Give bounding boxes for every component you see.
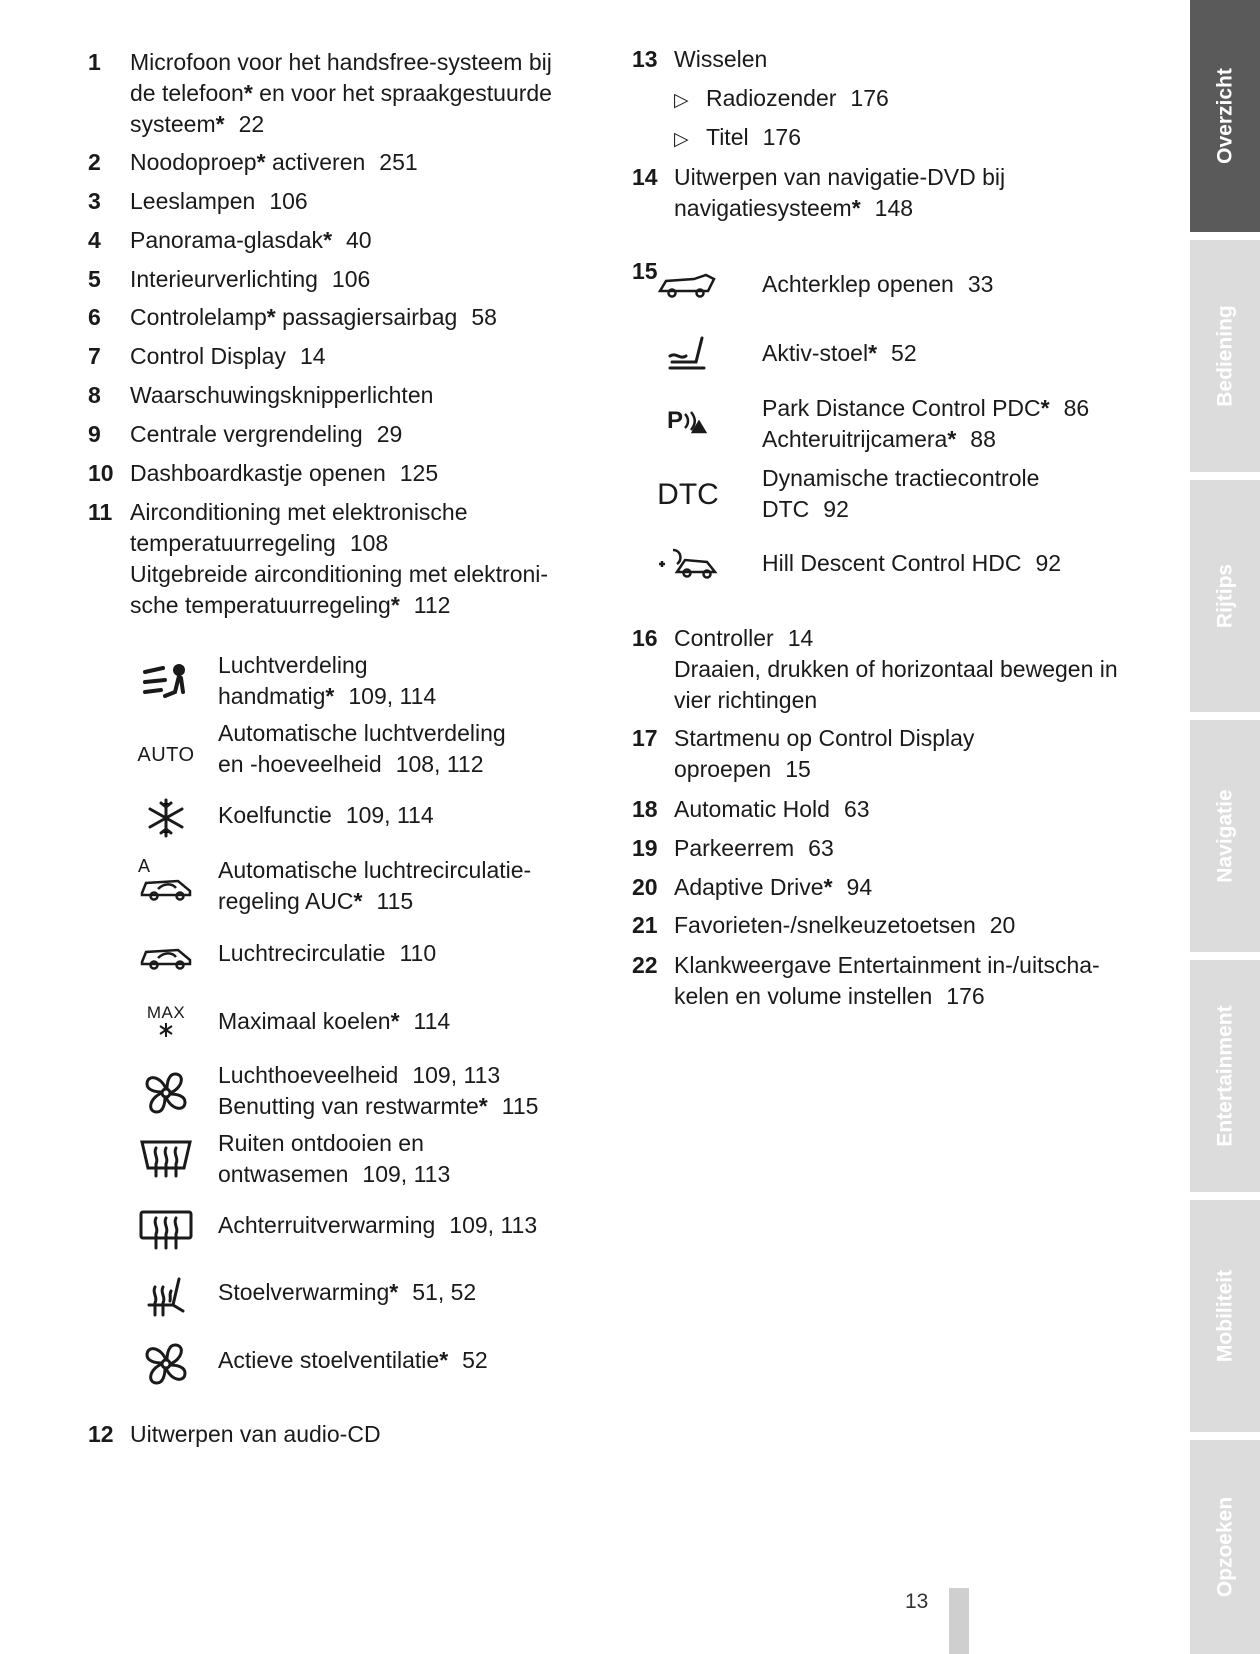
seat-heating-icon	[130, 1275, 202, 1319]
item-number: 8	[88, 382, 101, 408]
item-text: de telefoon	[130, 80, 244, 106]
item-number: 3	[88, 188, 101, 214]
item-number: 5	[88, 266, 101, 292]
item-number: 19	[632, 835, 658, 861]
symbol-text: Luchthoeveelheid	[218, 1062, 399, 1088]
item-number: 13	[632, 46, 658, 72]
page-ref: 108, 112	[395, 751, 484, 777]
page-ref: 63	[808, 835, 834, 861]
item-text: Favorieten-/snelkeuzetoetsen	[674, 912, 976, 938]
symbol-text: Park Distance Control PDC	[762, 395, 1041, 421]
symbol-text: Achterruitverwarming	[218, 1212, 436, 1238]
optional-star-icon: *	[389, 1279, 399, 1305]
item-number: 2	[88, 149, 101, 175]
tab-label: Opzoeken	[1213, 1496, 1237, 1598]
pdc-icon-label: P	[666, 407, 683, 434]
page-ref: 88	[970, 426, 996, 452]
page-ref: 40	[346, 227, 372, 253]
item-text: Leeslampen	[130, 188, 256, 214]
tab-label: Bediening	[1213, 305, 1237, 407]
optional-star-icon: *	[266, 304, 276, 330]
symbol-text: Luchtverdeling	[218, 652, 368, 678]
page-ref: 109, 113	[362, 1161, 451, 1187]
page-ref: 51, 52	[412, 1279, 477, 1305]
item-number: 9	[88, 421, 101, 447]
symbol-text: Hill Descent Control HDC	[762, 550, 1022, 576]
optional-star-icon: *	[256, 149, 266, 175]
item-number: 12	[88, 1421, 114, 1447]
item-number: 16	[632, 625, 658, 651]
item-text: sche temperatuurregeling	[130, 592, 391, 618]
auc-icon-label: A	[138, 856, 151, 876]
chapter-tabs	[1190, 0, 1260, 1654]
item-text: en voor het spraakgestuurde	[259, 80, 552, 106]
symbol-text: Automatische luchtrecirculatie-	[218, 857, 532, 883]
optional-star-icon: *	[851, 195, 861, 221]
item-number: 11	[88, 499, 113, 525]
item-text: Noodoproep	[130, 149, 257, 175]
item-text: oproepen	[674, 756, 772, 782]
page-ref: 176	[946, 983, 985, 1009]
tab-rijtips[interactable]	[1190, 480, 1260, 716]
optional-star-icon: *	[353, 888, 363, 914]
symbol-text: Benutting van restwarmte	[218, 1093, 479, 1119]
item-text: vier richtingen	[674, 687, 818, 713]
page-ref: 15	[785, 756, 811, 782]
item-text: Uitwerpen van navigatie-DVD bij	[674, 164, 1006, 190]
symbol-text: Achteruitrijcamera	[762, 426, 948, 452]
item-text: Startmenu op Control Display	[674, 725, 975, 751]
item-text: Radiozender	[706, 85, 837, 111]
item-text: Microfoon voor het handsfree-systeem bij	[130, 49, 552, 75]
item-number: 21	[632, 912, 658, 938]
tab-label: Overzicht	[1213, 68, 1237, 164]
page-ref: 110	[399, 940, 437, 966]
item-number: 6	[88, 304, 101, 330]
item-text: Controlelamp	[130, 304, 267, 330]
sub-item	[674, 83, 889, 116]
item-text: temperatuurregeling	[130, 530, 336, 556]
page-ref: 109, 113	[412, 1062, 501, 1088]
optional-star-icon: *	[323, 227, 333, 253]
page-ref: 109, 114	[345, 802, 434, 828]
optional-star-icon: *	[215, 111, 225, 137]
optional-star-icon: *	[390, 592, 400, 618]
symbol-text: Luchtrecirculatie	[218, 940, 386, 966]
tab-label: Rijtips	[1213, 563, 1237, 629]
page-ref: 176	[850, 85, 889, 111]
page-ref: 14	[787, 625, 814, 651]
page-ref: 125	[399, 460, 439, 486]
pdc-icon	[632, 405, 744, 436]
item-text: Klankweergave Entertainment in-/uitscha-	[674, 952, 1100, 978]
symbol-text: en -hoeveelheid	[218, 751, 382, 777]
optional-star-icon: *	[478, 1093, 488, 1119]
symbol-text: handmatig	[218, 683, 326, 709]
page-ref: 92	[823, 496, 849, 522]
symbol-text: Achterklep openen	[762, 271, 954, 297]
item-text: Interieurverlichting	[130, 266, 318, 292]
tab-overzicht[interactable]	[1190, 0, 1260, 236]
tab-label: Navigatie	[1213, 789, 1237, 883]
item-number: 17	[632, 725, 658, 751]
recirculation-icon	[130, 944, 202, 970]
symbol-text: Ruiten ontdooien en	[218, 1130, 424, 1156]
tab-navigatie[interactable]	[1190, 720, 1260, 956]
optional-star-icon: *	[439, 1347, 449, 1373]
item-number: 4	[88, 227, 101, 253]
triangle-bullet-icon: ▷	[674, 90, 689, 111]
item-text: navigatiesysteem	[674, 195, 852, 221]
tab-mobiliteit[interactable]	[1190, 1200, 1260, 1436]
page-ref: 92	[1035, 550, 1062, 576]
symbol-text: Automatische luchtverdeling	[218, 720, 506, 746]
triangle-bullet-icon: ▷	[674, 129, 689, 150]
item-text: Adaptive Drive	[674, 874, 824, 900]
page-ref: 94	[846, 874, 873, 900]
item-text: systeem	[130, 111, 216, 137]
page-ref: 109, 114	[348, 683, 437, 709]
item-text: Airconditioning met elektronische	[130, 499, 468, 525]
tab-bediening[interactable]	[1190, 240, 1260, 476]
page-marker-bar	[949, 1588, 969, 1654]
auto-icon	[130, 738, 202, 771]
optional-star-icon: *	[325, 683, 335, 709]
symbol-text: Aktiv-stoel	[762, 340, 869, 366]
tab-label: Mobiliteit	[1213, 1269, 1237, 1363]
dtc-icon	[632, 479, 744, 512]
page-ref: 22	[238, 111, 265, 137]
item-number: 15	[632, 258, 658, 284]
symbol-text: Dynamische tractiecontrole	[762, 465, 1040, 491]
list-item-1	[88, 47, 598, 140]
item-text: Centrale vergrendeling	[130, 421, 363, 447]
optional-star-icon: *	[1040, 395, 1050, 421]
item-text: Parkeerrem	[674, 835, 795, 861]
page-ref: 114	[413, 1008, 451, 1034]
page-ref: 106	[269, 188, 308, 214]
page-ref: 148	[874, 195, 914, 221]
symbol-text: ontwasemen	[218, 1161, 349, 1187]
item-text: Waarschuwingsknipperlichten	[130, 382, 434, 408]
optional-star-icon: *	[868, 340, 878, 366]
tailgate-icon	[632, 271, 744, 301]
item-text: Dashboardkastje openen	[130, 460, 386, 486]
item-text: Uitwerpen van audio-CD	[130, 1421, 381, 1447]
page-ref: 109, 113	[449, 1212, 538, 1238]
item-text: passagiersairbag	[282, 304, 458, 330]
symbol-text: DTC	[762, 496, 810, 522]
tab-label: Entertainment	[1213, 1005, 1237, 1147]
item-text: Draaien, drukken of horizontaal bewegen in	[674, 656, 1118, 682]
item-number: 20	[632, 874, 658, 900]
symbol-text: regeling AUC	[218, 888, 354, 914]
item-text: Automatic Hold	[674, 796, 830, 822]
item-number: 22	[632, 952, 658, 978]
max-icon-label: MAX	[146, 1003, 186, 1022]
sub-item	[674, 122, 801, 155]
item-number: 10	[88, 460, 114, 486]
page-ref: 52	[891, 340, 917, 366]
page-ref: 108	[349, 530, 389, 556]
page-ref: 29	[376, 421, 403, 447]
page-ref: 63	[843, 796, 870, 822]
dtc-icon-label: DTC	[657, 478, 719, 511]
symbol-text: Maximaal koelen	[218, 1008, 391, 1034]
page-ref: 106	[331, 266, 371, 292]
fan-icon	[130, 1068, 202, 1118]
optional-star-icon: *	[243, 80, 253, 106]
item-text: Control Display	[130, 343, 286, 369]
page-number: 13	[905, 1590, 929, 1613]
item-text: kelen en volume instellen	[674, 983, 933, 1009]
active-seat-icon	[632, 334, 744, 374]
item-number: 18	[632, 796, 658, 822]
page-ref: 58	[471, 304, 497, 330]
page-ref: 14	[299, 343, 326, 369]
page-ref: 86	[1063, 395, 1090, 421]
hill-descent-icon	[632, 546, 744, 580]
auto-icon-label: AUTO	[137, 744, 195, 766]
item-number: 1	[88, 49, 101, 75]
page-ref: 115	[376, 888, 414, 914]
item-text: activeren	[271, 149, 366, 175]
page-ref: 52	[462, 1347, 488, 1373]
page-ref: 115	[501, 1093, 539, 1119]
item-text: Wisselen	[674, 46, 768, 72]
auc-recirculation-icon	[130, 857, 202, 901]
page-ref: 20	[989, 912, 1016, 938]
windscreen-defrost-icon	[130, 1138, 202, 1180]
optional-star-icon: *	[947, 426, 957, 452]
tab-entertainment[interactable]	[1190, 960, 1260, 1196]
symbol-text: Stoelverwarming	[218, 1279, 390, 1305]
symbol-text: Actieve stoelventilatie	[218, 1347, 440, 1373]
item-text: Controller	[674, 625, 774, 651]
item-text: Panorama-glasdak	[130, 227, 324, 253]
max-cooling-icon	[130, 1004, 202, 1038]
item-text: Titel	[706, 124, 749, 150]
seat-ventilation-icon	[130, 1339, 202, 1389]
optional-star-icon: *	[390, 1008, 400, 1034]
snowflake-icon	[130, 798, 202, 838]
optional-star-icon: *	[823, 874, 833, 900]
item-text: Uitgebreide airconditioning met elektroni-	[130, 561, 549, 587]
item-number: 7	[88, 343, 101, 369]
tab-opzoeken[interactable]	[1190, 1440, 1260, 1654]
rear-window-defrost-icon	[130, 1208, 202, 1252]
symbol-text: Koelfunctie	[218, 802, 332, 828]
page-ref: 176	[762, 124, 801, 150]
item-number: 14	[632, 164, 658, 190]
air-distribution-icon	[130, 662, 202, 704]
page-ref: 112	[413, 592, 451, 618]
page-ref: 33	[967, 271, 994, 297]
page-ref: 251	[379, 149, 418, 175]
